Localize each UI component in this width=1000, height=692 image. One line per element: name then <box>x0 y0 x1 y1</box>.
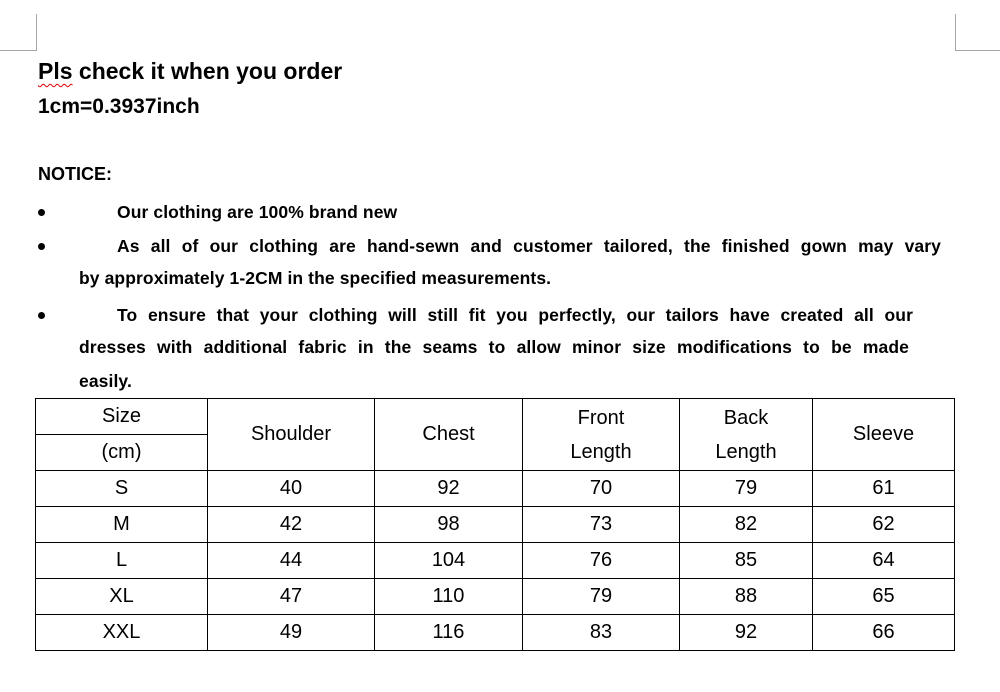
header-back-length: Back Length <box>680 399 813 471</box>
notice-heading: NOTICE: <box>38 164 112 184</box>
cell-sleeve: 61 <box>813 471 955 507</box>
cell-sleeve: 62 <box>813 507 955 543</box>
table-header-row <box>36 399 955 435</box>
header-size-unit: (cm) <box>36 435 208 471</box>
cell-sleeve: 64 <box>813 543 955 579</box>
header-sleeve: Sleeve <box>813 399 955 471</box>
cell-shoulder: 44 <box>208 543 375 579</box>
page-title <box>38 58 342 85</box>
cell-front-length: 83 <box>523 615 680 651</box>
cell-back-length: 79 <box>680 471 813 507</box>
header-front-length: Front Length <box>523 399 680 471</box>
cell-size: XXL <box>36 615 208 651</box>
size-chart-table <box>35 398 955 651</box>
notice-bullet-2-line-1: As all of our clothing are hand-sewn and customer tailored, the finished gown may vary <box>117 236 941 256</box>
cell-front-length: 76 <box>523 543 680 579</box>
bullet-icon <box>38 209 45 216</box>
notice-bullet-1-line-1: Our clothing are 100% brand new <box>117 202 398 222</box>
notice-bullet-3-line-1: To ensure that your clothing will still fit you perfectly, our tailors have created all our <box>117 305 913 325</box>
cell-shoulder: 49 <box>208 615 375 651</box>
cell-sleeve: 66 <box>813 615 955 651</box>
cell-size: XL <box>36 579 208 615</box>
cell-chest: 104 <box>375 543 523 579</box>
notice-bullet-3-line-2: dresses with additional fabric in the seams to allow minor size modifications to be made <box>79 337 909 357</box>
cell-size: M <box>36 507 208 543</box>
notice-bullet-2-line-2: by approximately 1-2CM in the specified measurements. <box>79 268 552 288</box>
unit-conversion: 1cm=0.3937inch <box>38 95 200 118</box>
table-row <box>36 579 955 615</box>
header-size: Size <box>36 399 208 435</box>
header-shoulder: Shoulder <box>208 399 375 471</box>
spellcheck-word: Pls <box>38 58 73 84</box>
cell-shoulder: 47 <box>208 579 375 615</box>
page-corner-mark-top-left <box>0 14 37 51</box>
cell-front-length: 73 <box>523 507 680 543</box>
cell-back-length: 92 <box>680 615 813 651</box>
cell-sleeve: 65 <box>813 579 955 615</box>
cell-back-length: 88 <box>680 579 813 615</box>
cell-shoulder: 40 <box>208 471 375 507</box>
cell-size: L <box>36 543 208 579</box>
cell-front-length: 79 <box>523 579 680 615</box>
bullet-icon <box>38 312 45 319</box>
cell-chest: 98 <box>375 507 523 543</box>
cell-back-length: 82 <box>680 507 813 543</box>
cell-shoulder: 42 <box>208 507 375 543</box>
table-row <box>36 507 955 543</box>
notice-bullet-3-line-3: easily. <box>79 371 132 391</box>
page-title-rest: check it when you order <box>72 58 343 84</box>
cell-chest: 116 <box>375 615 523 651</box>
header-chest: Chest <box>375 399 523 471</box>
table-row <box>36 615 955 651</box>
cell-size: S <box>36 471 208 507</box>
page-corner-mark-top-right <box>955 14 1000 51</box>
cell-front-length: 70 <box>523 471 680 507</box>
bullet-icon <box>38 243 45 250</box>
cell-back-length: 85 <box>680 543 813 579</box>
cell-chest: 92 <box>375 471 523 507</box>
table-row <box>36 543 955 579</box>
table-row <box>36 471 955 507</box>
cell-chest: 110 <box>375 579 523 615</box>
